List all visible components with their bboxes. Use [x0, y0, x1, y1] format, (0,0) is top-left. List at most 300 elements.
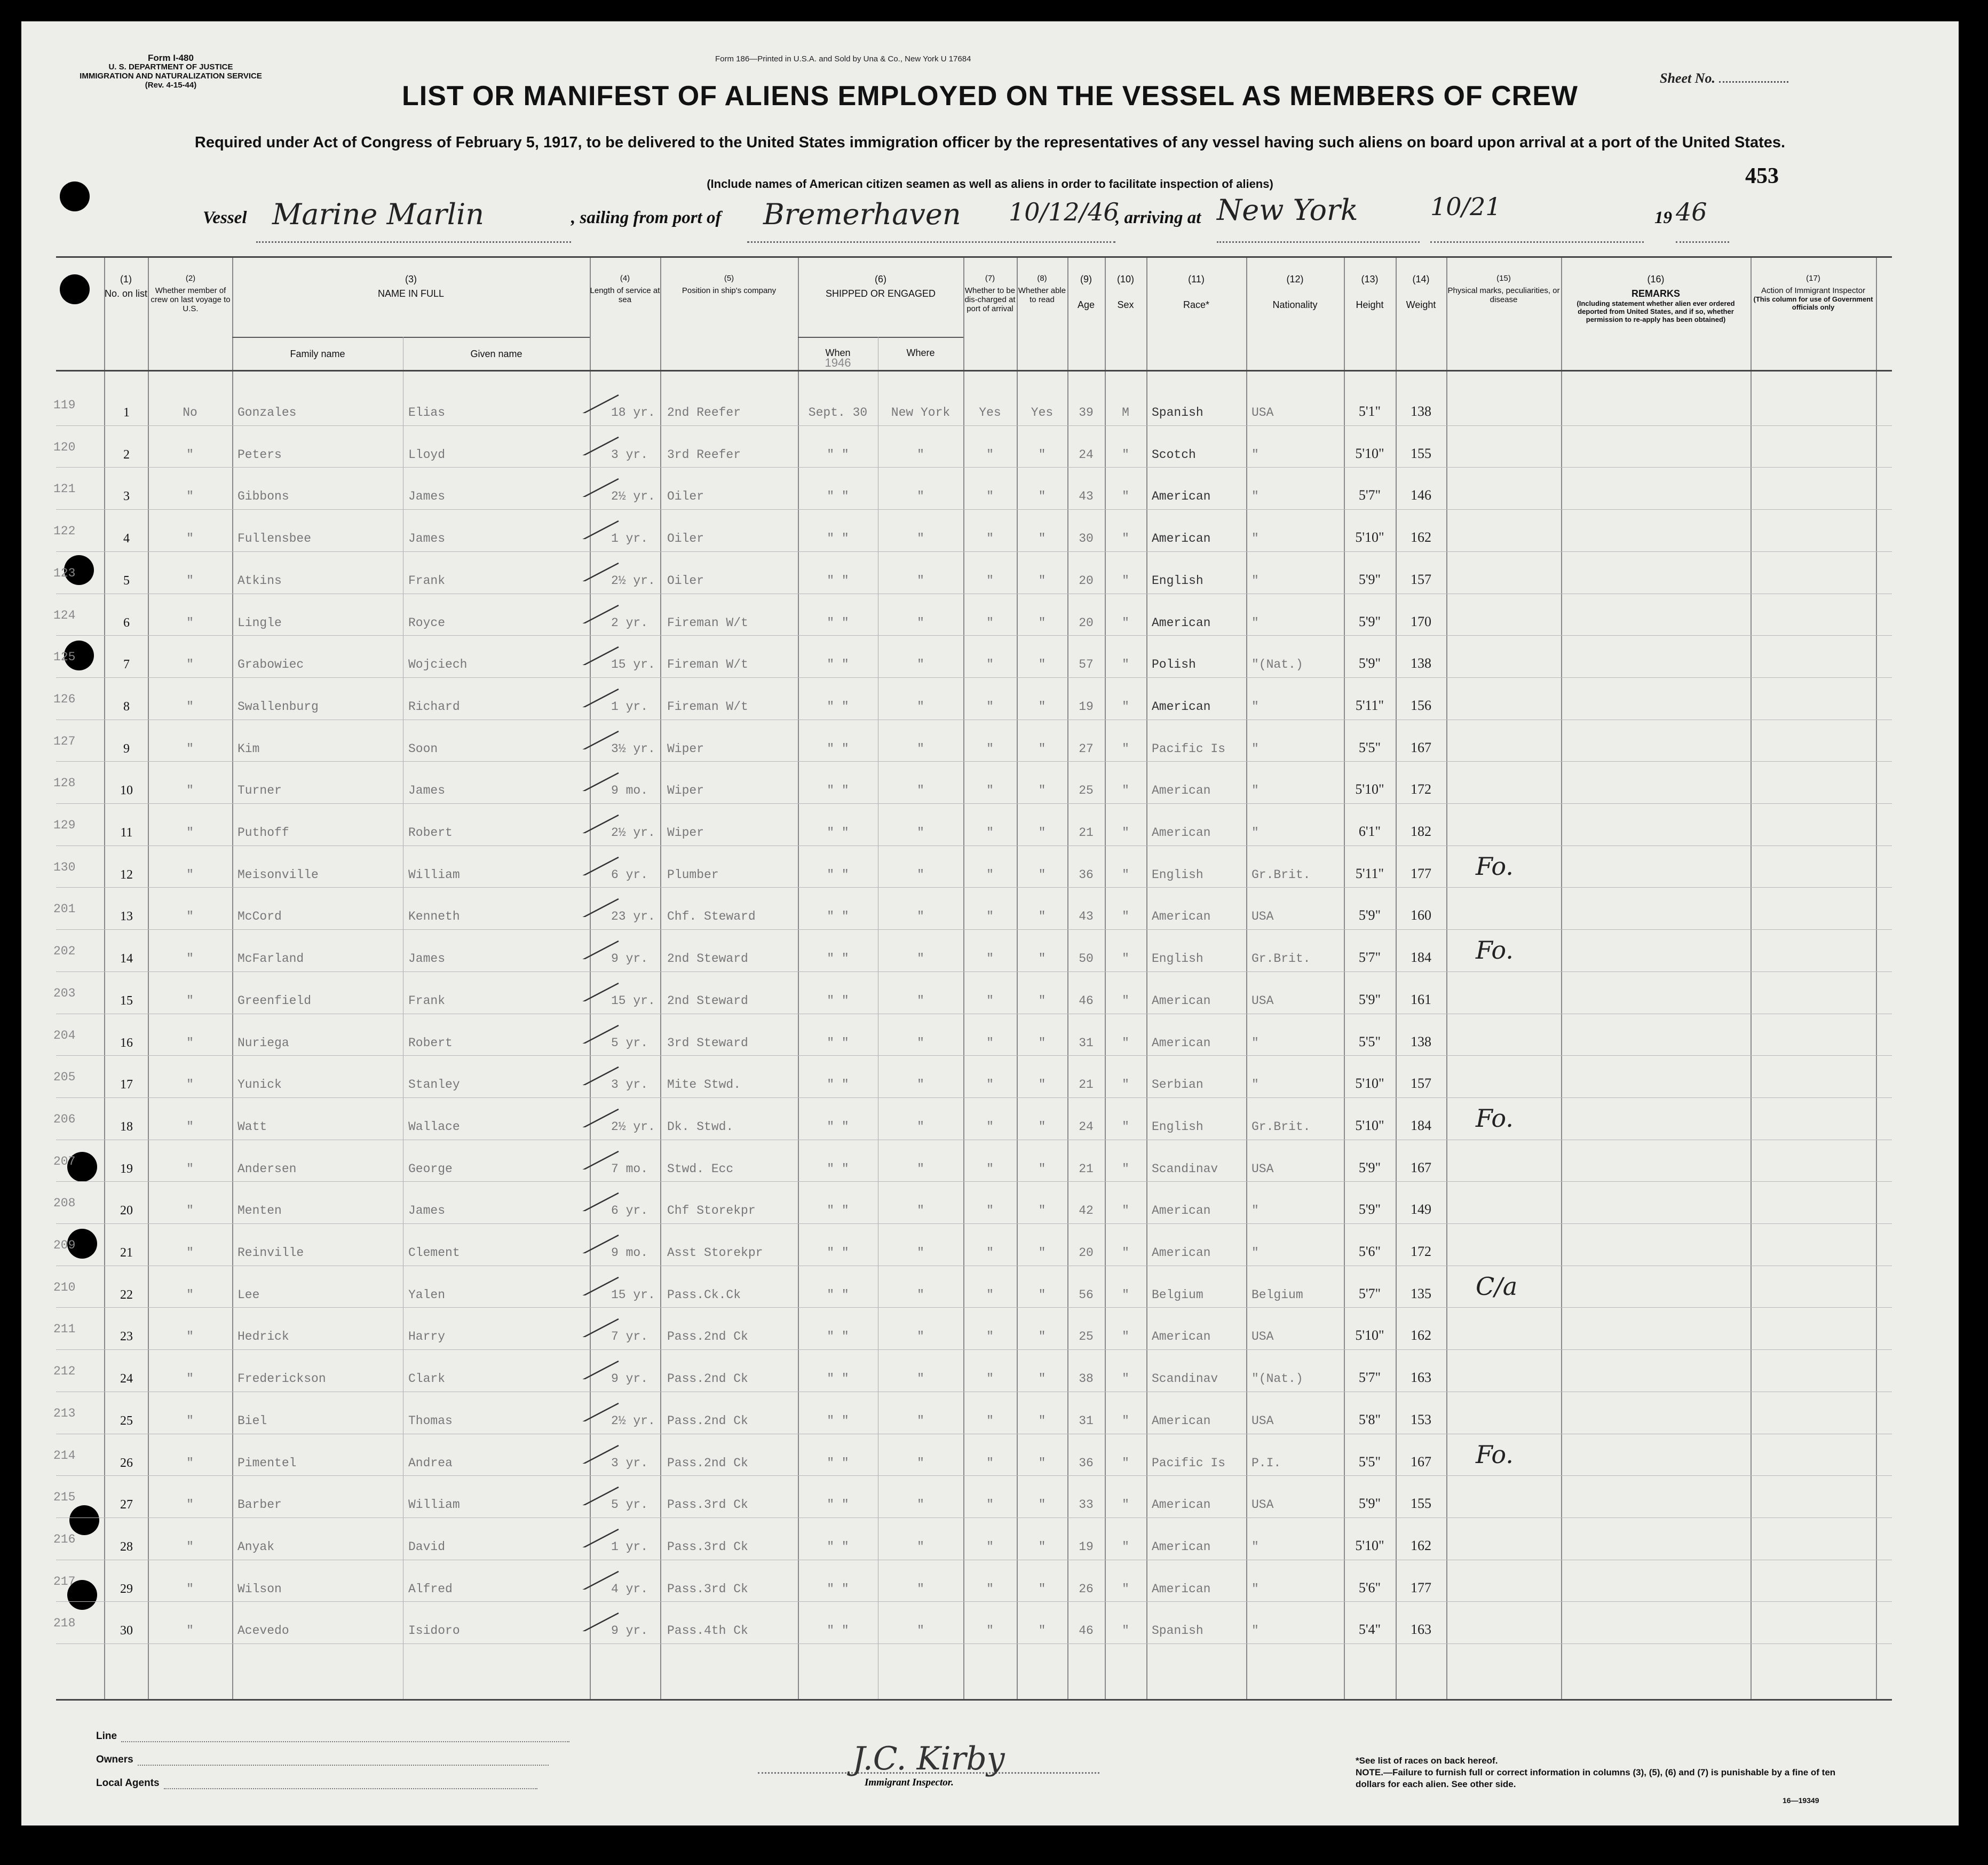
family-name-cell: Gonzales	[237, 406, 297, 420]
age-cell: 43	[1079, 489, 1094, 504]
height-cell: 5'7"	[1358, 487, 1381, 503]
where-cell: "	[917, 741, 924, 756]
where-cell: "	[917, 1119, 924, 1134]
line-number: 21	[120, 1246, 133, 1260]
nationality-cell: "	[1252, 615, 1259, 630]
age-cell: 24	[1079, 1119, 1094, 1134]
where-cell: "	[917, 993, 924, 1008]
given-name-cell: Clark	[408, 1372, 446, 1386]
nationality-cell: "	[1252, 741, 1259, 756]
read-cell: "	[1038, 699, 1046, 714]
line-number: 7	[123, 658, 130, 672]
row-rule	[56, 1181, 1892, 1182]
line-number: 22	[120, 1287, 133, 1302]
family-name-cell: Gibbons	[237, 489, 289, 504]
weight-cell: 172	[1411, 781, 1431, 797]
race-cell: Scandinav	[1152, 1161, 1218, 1176]
col-head-nationality: (12) Nationality	[1272, 274, 1318, 310]
line-number: 2	[123, 447, 130, 462]
when-cell: " "	[827, 1287, 849, 1302]
weight-cell: 157	[1411, 571, 1431, 587]
sex-cell: "	[1122, 826, 1129, 840]
row-rule	[56, 929, 1892, 930]
prev-voyage-cell: "	[186, 993, 194, 1008]
prev-voyage-cell: "	[186, 615, 194, 630]
age-cell: 38	[1079, 1372, 1094, 1386]
nationality-cell: "	[1252, 826, 1259, 840]
prev-voyage-cell: "	[186, 952, 194, 966]
discharge-cell: "	[986, 1036, 994, 1050]
when-cell: " "	[827, 993, 849, 1008]
nationality-cell: Gr.Brit.	[1252, 952, 1311, 966]
manifest-index: 212	[53, 1364, 76, 1379]
line-number: 30	[120, 1624, 133, 1638]
column-rule	[104, 258, 105, 1699]
sex-cell: "	[1122, 1372, 1129, 1386]
discharge-cell: "	[986, 1330, 994, 1344]
weight-cell: 167	[1411, 1453, 1431, 1469]
discharge-cell: "	[986, 489, 994, 504]
sex-cell: "	[1122, 489, 1129, 504]
where-cell: "	[917, 699, 924, 714]
requirement-text: Required under Act of Congress of February 5, 1917, to be delivered to the United States immigration officer by the representatives of any vessel having such aliens on board upon arrival at a port of the United States.	[194, 134, 1786, 151]
sex-cell: "	[1122, 1078, 1129, 1092]
sex-cell: "	[1122, 910, 1129, 924]
manifest-index: 130	[53, 860, 76, 874]
position-cell: Pass.2nd Ck	[667, 1413, 748, 1428]
race-cell: American	[1152, 1036, 1211, 1050]
read-cell: "	[1038, 1078, 1046, 1092]
col-head-where: Where	[906, 347, 935, 358]
prev-voyage-cell: "	[186, 1456, 194, 1470]
service-cell: 6 yr.	[611, 867, 648, 882]
when-cell: " "	[827, 532, 849, 546]
check-mark-icon	[563, 1484, 622, 1505]
row-rule	[56, 1097, 1892, 1098]
discharge-cell: "	[986, 1287, 994, 1302]
height-cell: 5'10"	[1355, 530, 1384, 546]
year-suffix: 46	[1676, 197, 1707, 226]
col-head-prev-voyage: (2) Whether member of crew on last voyage to U.S.	[151, 274, 231, 313]
manifest-index: 218	[53, 1616, 76, 1631]
discharge-cell: "	[986, 532, 994, 546]
manifest-index: 125	[53, 650, 76, 665]
family-name-cell: Barber	[237, 1498, 282, 1512]
age-cell: 43	[1079, 910, 1094, 924]
weight-cell: 172	[1411, 1244, 1431, 1259]
sex-cell: "	[1122, 615, 1129, 630]
race-cell: American	[1152, 1539, 1211, 1554]
row-rule	[56, 677, 1892, 678]
manifest-index: 208	[53, 1196, 76, 1211]
column-rule	[798, 258, 799, 1699]
race-cell: American	[1152, 1330, 1211, 1344]
weight-cell: 149	[1411, 1202, 1431, 1218]
agents-label: Local Agents	[96, 1777, 160, 1789]
height-cell: 5'1"	[1358, 404, 1381, 419]
manifest-index: 214	[53, 1448, 76, 1463]
weight-cell: 155	[1411, 445, 1431, 461]
line-number: 11	[120, 826, 133, 840]
penalty-note: NOTE.—Failure to furnish full or correct information in columns (3), (5), (6) and (7) is punishable by a fine of ten dollars for each alien. See other side.	[1356, 1767, 1836, 1789]
position-cell: Chf. Steward	[667, 910, 756, 924]
position-cell: 2nd Reefer	[667, 406, 741, 420]
discharge-cell: "	[986, 1246, 994, 1260]
service-cell: 18 yr.	[611, 406, 655, 420]
height-cell: 5'9"	[1358, 613, 1381, 629]
family-name-cell: Biel	[237, 1413, 267, 1428]
family-name-cell: Turner	[237, 784, 282, 798]
family-name-cell: Lee	[237, 1287, 260, 1302]
race-cell: English	[1152, 867, 1203, 882]
manifest-index: 216	[53, 1532, 76, 1546]
discharge-cell: "	[986, 1539, 994, 1554]
weight-cell: 138	[1411, 404, 1431, 419]
prev-voyage-cell: "	[186, 532, 194, 546]
sex-cell: "	[1122, 1413, 1129, 1428]
service-cell: 2½ yr.	[611, 1413, 655, 1428]
when-cell: " "	[827, 952, 849, 966]
service-name: IMMIGRATION AND NATURALIZATION SERVICE	[80, 72, 262, 81]
row-rule	[56, 551, 1892, 552]
sex-cell: "	[1122, 447, 1129, 462]
check-mark-icon	[563, 770, 622, 791]
family-name-cell: Swallenburg	[237, 699, 319, 714]
race-cell: American	[1152, 784, 1211, 798]
col-head-height: (13) Height	[1356, 274, 1384, 310]
given-name-cell: Thomas	[408, 1413, 453, 1428]
service-cell: 2 yr.	[611, 615, 648, 630]
age-cell: 36	[1079, 1456, 1094, 1470]
line-number: 26	[120, 1456, 133, 1470]
nationality-cell: "	[1252, 447, 1259, 462]
where-cell: "	[917, 1372, 924, 1386]
position-cell: Plumber	[667, 867, 719, 882]
row-rule	[56, 803, 1892, 804]
prev-voyage-cell: No	[183, 406, 197, 420]
line-number: 13	[120, 910, 133, 924]
col-head-age: (9) Age	[1077, 274, 1095, 310]
manifest-index: 122	[53, 524, 76, 539]
read-cell: "	[1038, 910, 1046, 924]
where-cell: "	[917, 1624, 924, 1638]
row-rule	[56, 467, 1892, 468]
given-name-cell: Royce	[408, 615, 446, 630]
check-mark-icon	[563, 1232, 622, 1253]
position-cell: Fireman W/t	[667, 615, 748, 630]
column-rule	[1146, 258, 1147, 1699]
column-rule	[1344, 258, 1345, 1699]
form-number: Form I-480	[148, 53, 194, 63]
read-cell: "	[1038, 489, 1046, 504]
nationality-cell: P.I.	[1252, 1456, 1281, 1470]
service-cell: 1 yr.	[611, 532, 648, 546]
nationality-cell: USA	[1252, 993, 1274, 1008]
line-number: 12	[120, 867, 133, 882]
read-cell: "	[1038, 993, 1046, 1008]
family-name-cell: Yunick	[237, 1078, 282, 1092]
check-mark-icon	[563, 1568, 622, 1590]
height-cell: 5'9"	[1358, 1496, 1381, 1512]
nationality-cell: "	[1252, 784, 1259, 798]
race-cell: Pacific Is	[1152, 1456, 1226, 1470]
line-number: 16	[120, 1036, 133, 1050]
inspector-caption: Immigrant Inspector.	[865, 1777, 954, 1788]
manifest-index: 120	[53, 440, 76, 454]
position-cell: Dk. Stwd.	[667, 1119, 734, 1134]
when-cell: " "	[827, 1246, 849, 1260]
where-cell: New York	[891, 406, 951, 420]
manifest-index: 210	[53, 1280, 76, 1294]
read-cell: "	[1038, 1624, 1046, 1638]
given-name-cell: Clement	[408, 1246, 460, 1260]
discharge-cell: "	[986, 615, 994, 630]
age-cell: 31	[1079, 1413, 1094, 1428]
col-head-service: (4) Length of service at sea	[590, 274, 660, 304]
service-cell: 23 yr.	[611, 910, 655, 924]
check-mark-icon	[563, 1316, 622, 1337]
when-cell: " "	[827, 826, 849, 840]
read-cell: "	[1038, 447, 1046, 462]
read-cell: "	[1038, 1456, 1046, 1470]
nationality-cell: "	[1252, 1246, 1259, 1260]
prev-voyage-cell: "	[186, 784, 194, 798]
nationality-cell: "(Nat.)	[1252, 1372, 1303, 1386]
sex-cell: "	[1122, 1330, 1129, 1344]
read-cell: "	[1038, 1161, 1046, 1176]
position-cell: 2nd Steward	[667, 993, 748, 1008]
given-name-cell: Frank	[408, 573, 446, 588]
read-cell: "	[1038, 1330, 1046, 1344]
when-cell: " "	[827, 784, 849, 798]
sex-cell: "	[1122, 867, 1129, 882]
given-name-cell: Robert	[408, 826, 453, 840]
where-cell: "	[917, 784, 924, 798]
weight-cell: 157	[1411, 1076, 1431, 1092]
weight-cell: 135	[1411, 1285, 1431, 1301]
line-field	[121, 1729, 569, 1742]
given-name-cell: Stanley	[408, 1078, 460, 1092]
position-cell: 3rd Steward	[667, 1036, 748, 1050]
sex-cell: "	[1122, 1582, 1129, 1596]
footer-note	[1356, 1755, 1847, 1790]
age-cell: 21	[1079, 1078, 1094, 1092]
sex-cell: "	[1122, 1624, 1129, 1638]
read-cell: "	[1038, 784, 1046, 798]
col-head-shipped: (6) SHIPPED OR ENGAGED	[825, 274, 936, 299]
manifest-index: 207	[53, 1154, 76, 1168]
family-name-cell: Hedrick	[237, 1330, 289, 1344]
year-prefix: 19	[1654, 208, 1672, 227]
discharge-cell: "	[986, 784, 994, 798]
age-cell: 19	[1079, 699, 1094, 714]
weight-cell: 182	[1411, 824, 1431, 839]
race-cell: American	[1152, 489, 1211, 504]
sex-cell: "	[1122, 658, 1129, 672]
col-head-race: (11) Race*	[1183, 274, 1210, 310]
when-cell: " "	[827, 741, 849, 756]
family-name-cell: Watt	[237, 1119, 267, 1134]
physical-marks-note: Fo.	[1476, 851, 1514, 881]
check-mark-icon	[563, 392, 622, 413]
manifest-index: 201	[53, 902, 76, 916]
column-rule	[1396, 258, 1397, 1699]
where-cell: "	[917, 1498, 924, 1512]
physical-marks-note: C/a	[1476, 1271, 1518, 1301]
manifest-index: 121	[53, 482, 76, 496]
age-cell: 56	[1079, 1287, 1094, 1302]
line-number: 29	[120, 1582, 133, 1596]
family-name-cell: Andersen	[237, 1161, 297, 1176]
sex-cell: "	[1122, 1119, 1129, 1134]
race-cell: American	[1152, 699, 1211, 714]
discharge-cell: "	[986, 573, 994, 588]
age-cell: 19	[1079, 1539, 1094, 1554]
discharge-cell: "	[986, 1498, 994, 1512]
service-cell: 3 yr.	[611, 447, 648, 462]
when-cell: " "	[827, 658, 849, 672]
where-cell: "	[917, 1539, 924, 1554]
discharge-cell: "	[986, 1078, 994, 1092]
weight-cell: 153	[1411, 1411, 1431, 1427]
race-cell: Polish	[1152, 658, 1196, 672]
discharge-cell: "	[986, 952, 994, 966]
sex-cell: "	[1122, 952, 1129, 966]
family-name-cell: Pimentel	[237, 1456, 297, 1470]
height-cell: 5'11"	[1355, 865, 1384, 881]
when-cell: " "	[827, 1624, 849, 1638]
weight-cell: 162	[1411, 1537, 1431, 1553]
column-rule	[1067, 258, 1068, 1699]
prev-voyage-cell: "	[186, 1372, 194, 1386]
nationality-cell: USA	[1252, 1330, 1274, 1344]
row-rule	[56, 761, 1892, 762]
manifest-index: 129	[53, 818, 76, 832]
prev-voyage-cell: "	[186, 1624, 194, 1638]
family-name-cell: Fullensbee	[237, 532, 312, 546]
height-cell: 5'9"	[1358, 655, 1381, 671]
service-cell: 15 yr.	[611, 658, 655, 672]
row-rule	[56, 845, 1892, 846]
given-name-cell: Kenneth	[408, 910, 460, 924]
given-name-cell: Andrea	[408, 1456, 453, 1470]
manifest-index: 123	[53, 566, 76, 580]
row-rule	[56, 1643, 1892, 1644]
race-cell: American	[1152, 826, 1211, 840]
position-cell: 3rd Reefer	[667, 447, 741, 462]
discharge-cell: "	[986, 658, 994, 672]
discharge-cell: "	[986, 1204, 994, 1218]
sex-cell: M	[1122, 406, 1129, 420]
height-cell: 5'9"	[1358, 991, 1381, 1007]
given-name-cell: Richard	[408, 699, 460, 714]
service-cell: 3 yr.	[611, 1456, 648, 1470]
height-cell: 5'7"	[1358, 1285, 1381, 1301]
sex-cell: "	[1122, 1204, 1129, 1218]
col-head-name: (3) NAME IN FULL	[377, 274, 445, 299]
position-cell: Pass.2nd Ck	[667, 1330, 748, 1344]
year-field	[1676, 220, 1729, 243]
check-mark-icon	[563, 1358, 622, 1379]
height-cell: 5'7"	[1358, 950, 1381, 966]
sailing-label: , sailing from port of	[571, 208, 722, 227]
race-cell: American	[1152, 1413, 1211, 1428]
given-name-cell: William	[408, 1498, 460, 1512]
row-rule	[56, 1475, 1892, 1476]
discharge-cell: "	[986, 1119, 994, 1134]
prev-voyage-cell: "	[186, 1330, 194, 1344]
nationality-cell: Belgium	[1252, 1287, 1303, 1302]
when-cell: " "	[827, 867, 849, 882]
given-name-cell: Harry	[408, 1330, 446, 1344]
col-head-discharge: (7) Whether to be dis-charged at port of arrival	[964, 274, 1016, 313]
row-rule	[56, 425, 1892, 426]
height-cell: 5'10"	[1355, 1117, 1384, 1133]
discharge-cell: "	[986, 1456, 994, 1470]
service-cell: 9 yr.	[611, 952, 648, 966]
race-cell: American	[1152, 910, 1211, 924]
height-cell: 5'11"	[1355, 697, 1384, 713]
family-name-cell: Reinville	[237, 1246, 304, 1260]
height-cell: 6'1"	[1358, 824, 1381, 839]
age-cell: 39	[1079, 406, 1094, 420]
read-cell: "	[1038, 532, 1046, 546]
nationality-cell: "	[1252, 699, 1259, 714]
service-cell: 9 mo.	[611, 784, 648, 798]
discharge-cell: "	[986, 1372, 994, 1386]
discharge-cell: "	[986, 1413, 994, 1428]
given-name-cell: Robert	[408, 1036, 453, 1050]
where-cell: "	[917, 1246, 924, 1260]
race-cell: Scandinav	[1152, 1372, 1218, 1386]
line-number: 18	[120, 1119, 133, 1134]
prev-voyage-cell: "	[186, 1287, 194, 1302]
manifest-index: 209	[53, 1238, 76, 1252]
service-cell: 1 yr.	[611, 1539, 648, 1554]
column-rule	[232, 258, 233, 1699]
given-name-cell: Wallace	[408, 1119, 460, 1134]
read-cell: "	[1038, 1413, 1046, 1428]
page-title: LIST OR MANIFEST OF ALIENS EMPLOYED ON THE VESSEL AS MEMBERS OF CREW	[402, 81, 1578, 112]
weight-cell: 160	[1411, 907, 1431, 923]
manifest-index: 205	[53, 1070, 76, 1085]
weight-cell: 162	[1411, 1327, 1431, 1344]
manifest-index: 204	[53, 1028, 76, 1042]
read-cell: "	[1038, 867, 1046, 882]
age-cell: 21	[1079, 1161, 1094, 1176]
prev-voyage-cell: "	[186, 658, 194, 672]
family-name-cell: Menten	[237, 1204, 282, 1218]
physical-marks-note: Fo.	[1476, 1440, 1514, 1469]
read-cell: "	[1038, 1498, 1046, 1512]
race-cell: American	[1152, 1246, 1211, 1260]
check-mark-icon	[563, 1610, 622, 1631]
column-rule	[1751, 258, 1752, 1699]
column-rule	[1561, 258, 1562, 1699]
given-name-cell: Isidoro	[408, 1624, 460, 1638]
check-mark-icon	[563, 938, 622, 959]
sex-cell: "	[1122, 1498, 1129, 1512]
nationality-cell: "	[1252, 1624, 1259, 1638]
position-cell: Fireman W/t	[667, 699, 748, 714]
arriving-label: , arriving at	[1115, 208, 1201, 227]
age-cell: 20	[1079, 615, 1094, 630]
position-cell: Oiler	[667, 532, 704, 546]
manifest-index: 119	[53, 398, 76, 412]
line-number: 25	[120, 1413, 133, 1428]
height-cell: 5'10"	[1355, 781, 1384, 797]
nationality-cell: "	[1252, 573, 1259, 588]
